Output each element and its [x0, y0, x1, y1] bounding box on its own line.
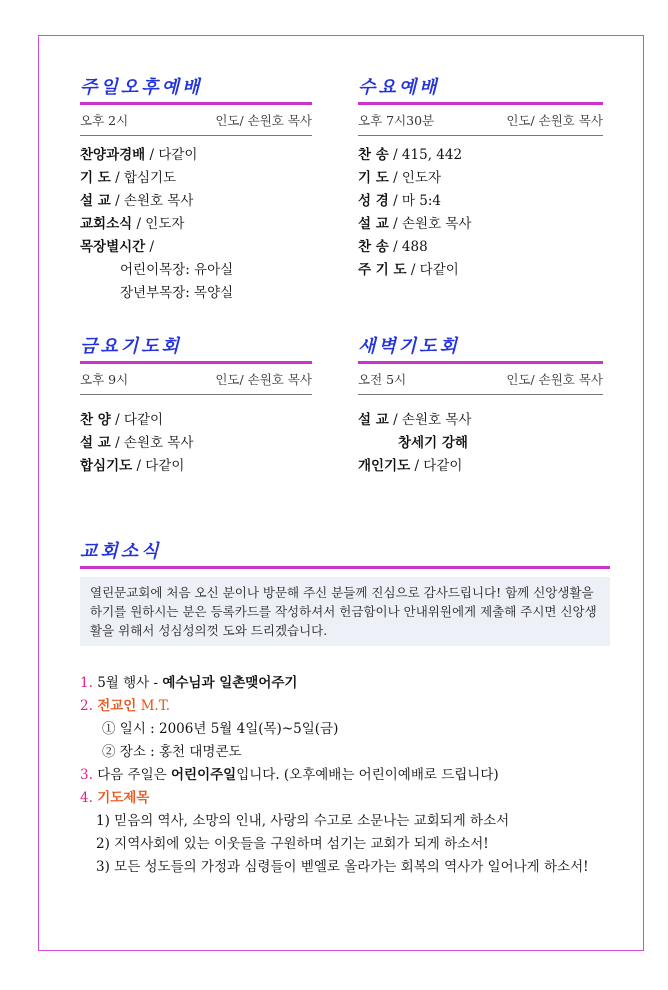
- service-leader: 인도/ 손원호 목사: [506, 113, 603, 128]
- friday-prayer-section: [80, 335, 312, 478]
- news-subitem: ① 일시 : 2006년 5월 4일(목)~5일(금): [102, 721, 339, 737]
- order-value: / 손원호 목사: [393, 412, 472, 428]
- church-news-section: [80, 540, 610, 646]
- order-value: / 합심기도: [115, 170, 177, 186]
- order-of-service: [358, 409, 603, 478]
- order-label: 설 교: [80, 193, 111, 209]
- order-label: 설 교: [358, 412, 389, 428]
- section-rule: [80, 566, 610, 569]
- service-time: 오전 5시: [358, 372, 407, 387]
- order-label: 설 교: [358, 216, 389, 232]
- news-item-2: [80, 695, 620, 718]
- prayer-item: 2) 지역사회에 있는 이웃들을 구원하며 섬기는 교회가 되게 하소서!: [96, 836, 489, 852]
- service-time: 오후 9시: [80, 372, 129, 387]
- order-item: [80, 167, 312, 190]
- order-label: 설 교: [80, 435, 111, 451]
- order-value: / 인도자: [136, 216, 185, 232]
- service-leader: 인도/ 손원호 목사: [215, 372, 312, 387]
- service-meta: [80, 111, 312, 136]
- order-label: 기 도: [80, 170, 111, 186]
- prayer-item: 1) 믿음의 역사, 소망의 인내, 사랑의 수고로 소문나는 교회되게 하소서: [96, 813, 510, 829]
- item-text: 다음 주일은: [97, 767, 171, 783]
- order-of-service: [80, 409, 312, 478]
- order-of-service: [80, 144, 312, 305]
- order-item: [358, 190, 603, 213]
- section-title: 주일오후예배: [80, 77, 203, 98]
- order-label: 개인기도: [358, 458, 411, 474]
- section-title: 수요예배: [358, 77, 440, 98]
- section-title: 교회소식: [80, 541, 162, 562]
- service-meta: [358, 370, 603, 395]
- order-item: [80, 190, 312, 213]
- news-subitem: ② 장소 : 홍천 대명콘도: [102, 744, 242, 760]
- order-subitem: 창세기 강해: [398, 435, 468, 451]
- wednesday-service-section: [358, 76, 603, 282]
- section-rule: [358, 361, 603, 364]
- order-value: / 인도자: [393, 170, 442, 186]
- order-subitem: 어린이목장: 유아실: [120, 262, 234, 278]
- item-number: 2.: [80, 698, 93, 714]
- item-heading: 전교인: [97, 698, 137, 714]
- order-value: / 다같이: [115, 412, 164, 428]
- item-number: 3.: [80, 767, 93, 783]
- order-item: [80, 432, 312, 455]
- item-heading: 기도제목: [97, 790, 150, 806]
- order-value: / 마 5:4: [393, 193, 441, 209]
- order-label: 찬 양: [80, 412, 111, 428]
- order-label: 성 경: [358, 193, 389, 209]
- news-list: [80, 672, 620, 879]
- order-label: 찬 송: [358, 239, 389, 255]
- order-item: [80, 213, 312, 236]
- item-heading-suffix: M.T.: [136, 698, 171, 714]
- order-item: [358, 144, 603, 167]
- section-rule: [80, 361, 312, 364]
- order-value: / 다같이: [414, 458, 463, 474]
- prayer-item: 3) 모든 성도들의 가정과 심령들이 벧엘로 올라가는 회복의 역사가 일어나게 하소서!: [96, 859, 589, 875]
- order-item: [358, 259, 603, 282]
- order-value: / 488: [393, 239, 428, 255]
- order-item: [358, 409, 603, 432]
- order-label: 찬양과경배: [80, 147, 146, 163]
- order-item: [358, 167, 603, 190]
- item-highlight: 예수님과 일촌맺어주기: [162, 675, 298, 691]
- item-number: 4.: [80, 790, 93, 806]
- order-value: / 손원호 목사: [393, 216, 472, 232]
- item-text-rest: 입니다. (오후예배는 어린이예배로 드립니다): [236, 767, 499, 783]
- order-label: 교회소식: [80, 216, 133, 232]
- item-text: 5월 행사 -: [97, 675, 163, 691]
- order-value: / 다같이: [149, 147, 198, 163]
- dawn-prayer-section: [358, 335, 603, 478]
- order-value: / 다같이: [410, 262, 459, 278]
- order-label: 합심기도: [80, 458, 133, 474]
- service-time: 오후 2시: [80, 113, 129, 128]
- order-item: [80, 455, 312, 478]
- welcome-notice: 열린문교회에 처음 오신 분이나 방문해 주신 분들께 진심으로 감사드립니다! 함께 신앙생활을 하기를 원하시는 분은 등록카드를 작성하셔서 헌금함이나 안내위원에게 제출해 주시면 신앙생활을 위해서 성심성의껏 도와 드리겠습니다.: [80, 577, 610, 646]
- news-item-3: [80, 764, 620, 787]
- order-subitem: 장년부목장: 목양실: [120, 285, 234, 301]
- news-item-1: [80, 672, 620, 695]
- service-meta: [80, 370, 312, 395]
- order-value: /: [149, 239, 155, 255]
- item-number: 1.: [80, 675, 93, 691]
- order-value: / 손원호 목사: [115, 193, 194, 209]
- order-label: 목장별시간: [80, 239, 146, 255]
- service-leader: 인도/ 손원호 목사: [506, 372, 603, 387]
- news-item-4: [80, 787, 620, 810]
- service-time: 오후 7시30분: [358, 113, 435, 128]
- section-title: 금요기도회: [80, 336, 182, 357]
- order-item: [80, 409, 312, 432]
- service-leader: 인도/ 손원호 목사: [215, 113, 312, 128]
- order-of-service: [358, 144, 603, 282]
- order-value: / 손원호 목사: [115, 435, 194, 451]
- order-item: [358, 236, 603, 259]
- section-rule: [80, 102, 312, 105]
- order-value: / 다같이: [136, 458, 185, 474]
- sunday-service-section: [80, 76, 312, 305]
- service-meta: [358, 111, 603, 136]
- order-item: [80, 144, 312, 167]
- order-label: 주 기 도: [358, 262, 407, 278]
- order-item: [358, 213, 603, 236]
- order-item: [80, 236, 312, 259]
- order-value: / 415, 442: [393, 147, 463, 163]
- order-item: [358, 455, 603, 478]
- item-highlight: 어린이주일: [170, 767, 237, 783]
- order-label: 기 도: [358, 170, 389, 186]
- section-rule: [358, 102, 603, 105]
- order-label: 찬 송: [358, 147, 389, 163]
- section-title: 새벽기도회: [358, 336, 460, 357]
